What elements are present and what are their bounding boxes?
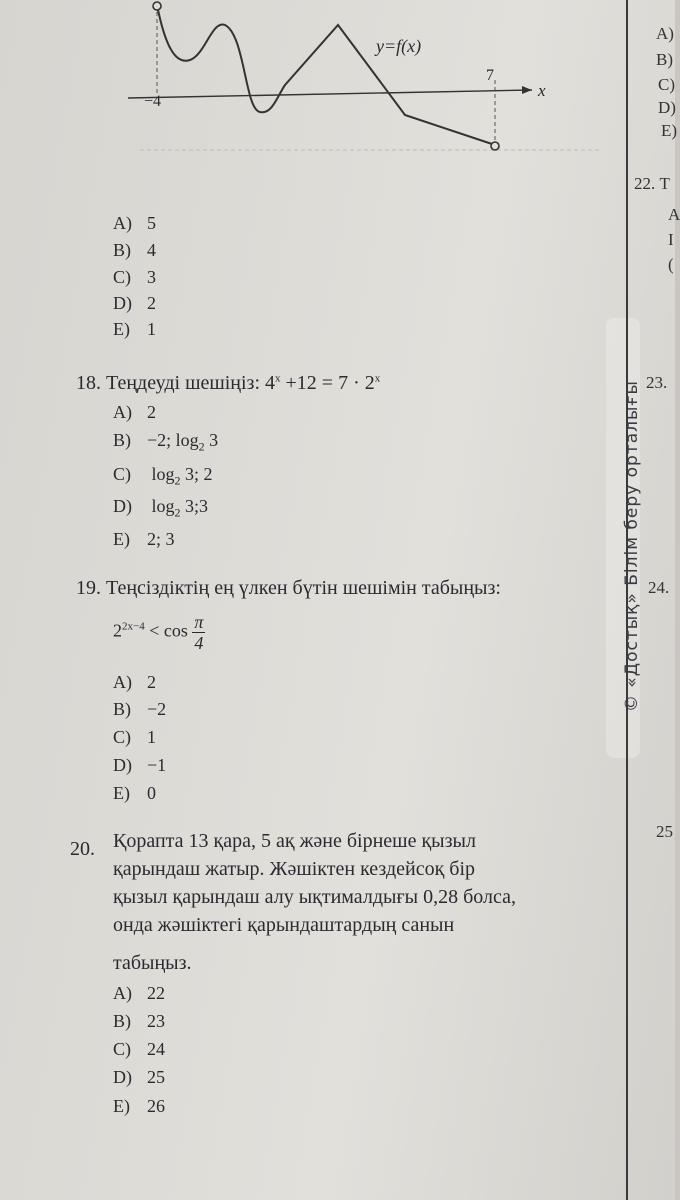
open-endpoint-right bbox=[491, 142, 499, 150]
q20-number: 20. bbox=[70, 838, 95, 860]
right-option-e: E) bbox=[661, 121, 678, 140]
q19-question bbox=[76, 577, 501, 600]
right-question-25: 25 bbox=[656, 822, 673, 841]
q20-line-5: табыңыз. bbox=[113, 952, 192, 974]
q19-option-c[interactable]: C) 1 bbox=[113, 727, 156, 747]
function-label: y=f(x) bbox=[376, 36, 422, 56]
right-question-24: 24. bbox=[648, 578, 670, 597]
q18-number: 18. bbox=[76, 372, 101, 394]
q18-option-d[interactable]: D) $\log_2$ 3;3 bbox=[113, 496, 209, 520]
watermark-text: © «Достық» Білім беру орталығы bbox=[622, 380, 642, 712]
q18-option-b[interactable]: B) −2; $\log_2 3$ bbox=[113, 430, 219, 454]
q19-option-d[interactable]: D) −1 bbox=[113, 755, 167, 775]
q17-option-d[interactable]: D) 2 bbox=[113, 293, 156, 313]
q17-option-c[interactable]: C) 3 bbox=[113, 267, 156, 287]
right-cut-2: I bbox=[668, 230, 674, 249]
q17-option-b[interactable]: B) 4 bbox=[113, 240, 156, 260]
q20-line-4: онда жәшіктегі қарындаштардың санын bbox=[113, 914, 455, 936]
q19-inequality: $2^{2x-4} < \cos$ $\frac{\pi}{4}$ bbox=[113, 612, 204, 653]
right-cut-1: А bbox=[668, 205, 680, 224]
right-option-c: C) bbox=[658, 75, 675, 94]
tick-label-left: −4 bbox=[144, 93, 162, 110]
q18-option-a[interactable]: A) 2 bbox=[113, 402, 156, 422]
q20-line-2: қарындаш жатыр. Жәшіктен кездейсоқ бір bbox=[113, 858, 476, 880]
right-option-d: D) bbox=[658, 98, 676, 117]
q18-option-c[interactable]: C) $\log_2 3$; 2 bbox=[113, 464, 213, 488]
q19-prompt: Теңсіздіктің ең үлкен бүтін шешімін табыңыз: bbox=[106, 577, 501, 599]
q18-option-e[interactable]: E) 2; 3 bbox=[113, 529, 175, 549]
q19-number: 19. bbox=[76, 577, 101, 599]
q20-line-1: Қорапта 13 қара, 5 ақ және бірнеше қызыл bbox=[113, 830, 476, 852]
open-endpoint-left bbox=[153, 2, 161, 10]
axis-label-x: x bbox=[538, 81, 546, 100]
x-axis-arrow bbox=[522, 86, 532, 94]
right-option-b: B) bbox=[656, 50, 673, 69]
q18-prompt: Теңдеуді шешіңіз: bbox=[106, 372, 261, 394]
q17-option-a[interactable]: A) 5 bbox=[113, 213, 156, 233]
function-graph bbox=[0, 0, 678, 200]
q20-option-e[interactable]: E) 26 bbox=[113, 1096, 165, 1116]
right-question-22: 22. Т bbox=[634, 174, 670, 193]
function-curve bbox=[157, 5, 495, 145]
q19-option-a[interactable]: A) 2 bbox=[113, 672, 156, 692]
right-cut-3: ( bbox=[668, 255, 674, 274]
q19-option-e[interactable]: E) 0 bbox=[113, 783, 156, 803]
q20-option-c[interactable]: C) 24 bbox=[113, 1039, 165, 1059]
q19-option-b[interactable]: B) −2 bbox=[113, 699, 167, 719]
q20-option-b[interactable]: B) 23 bbox=[113, 1011, 165, 1031]
q20-option-d[interactable]: D) 25 bbox=[113, 1067, 165, 1087]
q18-equation: $4^x +12 = 7 \cdot 2^x$ bbox=[265, 372, 381, 394]
tick-label-right: 7 bbox=[486, 67, 494, 84]
q20-option-a[interactable]: A) 22 bbox=[113, 983, 165, 1003]
q17-option-e[interactable]: E) 1 bbox=[113, 319, 156, 339]
right-option-a: A) bbox=[656, 24, 674, 43]
x-axis bbox=[128, 90, 532, 98]
right-question-23: 23. bbox=[646, 373, 668, 392]
q20-line-3: қызыл қарындаш алу ықтималдығы 0,28 болса, bbox=[113, 886, 516, 908]
q18-question bbox=[76, 372, 380, 395]
